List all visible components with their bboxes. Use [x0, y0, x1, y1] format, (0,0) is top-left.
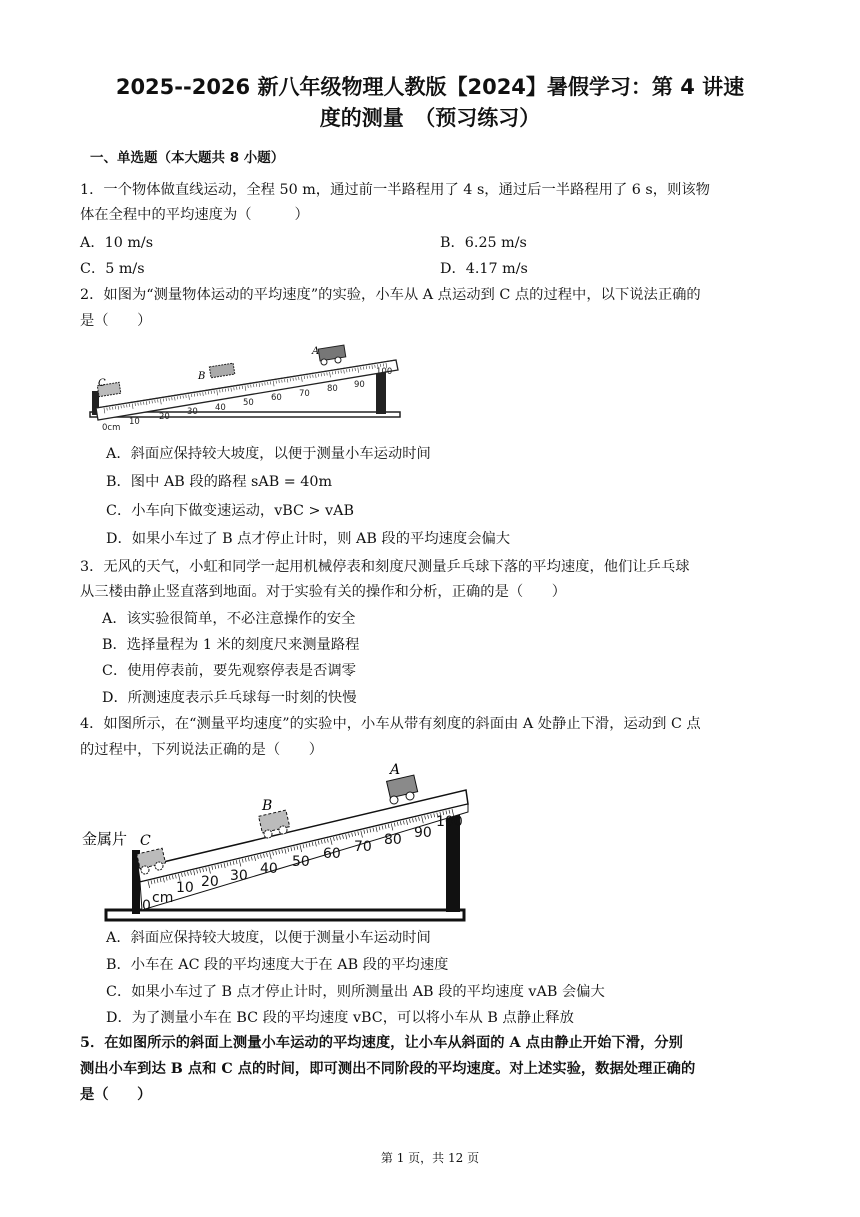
q2-tick-label-10: 10	[129, 417, 140, 427]
title-line-1: 2025--2026 新八年级物理人教版【2024】暑假学习：第 4 讲速	[115, 75, 745, 99]
title-line-2: 度的测量 （预习练习）	[319, 106, 541, 130]
q4-option-b: B．小车在 AC 段的平均速度大于在 AB 段的平均速度	[106, 957, 449, 973]
q4-tick-label-0: 0	[142, 898, 151, 914]
q4-label-a: A	[390, 762, 401, 778]
q1-stem-line-1: 1．一个物体做直线运动，全程 50 m，通过前一半路程用了 4 s，通过后一半路程用了 6 s，则该物	[80, 182, 710, 198]
q2-label-a: A	[312, 346, 320, 357]
q5-stem-line-1: 5．在如图所示的斜面上测量小车运动的平均速度，让小车从斜面的 A 点由静止开始下滑，分别	[80, 1035, 683, 1051]
q1-option-b: B．6.25 m/s	[440, 235, 527, 251]
q1-stem-line-2: 体在全程中的平均速度为（ ）	[80, 207, 309, 223]
q4-tick-unit: cm	[152, 890, 174, 906]
q2-incline-figure	[86, 336, 406, 436]
section-heading: 一、单选题（本大题共 8 小题）	[90, 150, 285, 166]
q2-tick-label-70: 70	[299, 389, 310, 399]
q3-stem-line-1: 3．无风的天气，小虹和同学一起用机械停表和刻度尺测量乒乓球下落的平均速度，他们让乒乓球	[80, 559, 690, 575]
q2-tick-label-30: 30	[187, 407, 198, 417]
q4-tick-label-10: 10	[176, 880, 194, 896]
q3-option-d: D．所测速度表示乒乓球每一时刻的快慢	[102, 690, 357, 706]
q3-option-c: C．使用停表前，要先观察停表是否调零	[102, 663, 356, 679]
q4-tick-label-40: 40	[260, 861, 278, 877]
q2-label-c: C	[98, 378, 106, 389]
q2-option-a: A．斜面应保持较大坡度，以便于测量小车运动时间	[106, 446, 431, 462]
q2-tick-label-50: 50	[243, 398, 254, 408]
q4-option-d: D．为了测量小车在 BC 段的平均速度 vBC，可以将小车从 B 点静止释放	[106, 1010, 574, 1026]
q2-tick-label-80: 80	[327, 384, 338, 394]
q2-tick-label-60: 60	[271, 393, 282, 403]
q2-stem-line-1: 2．如图为“测量物体运动的平均速度”的实验，小车从 A 点运动到 C 点的过程中，以下说法正确的	[80, 287, 701, 303]
q2-option-d: D．如果小车过了 B 点才停止计时，则 AB 段的平均速度会偏大	[106, 531, 511, 547]
q4-label-c: C	[140, 833, 151, 849]
q5-stem-line-2: 测出小车到达 B 点和 C 点的时间，即可测出不同阶段的平均速度。对上述实验，数据处理正确的	[80, 1061, 696, 1077]
q2-tick-label-90: 90	[354, 380, 365, 390]
q1-option-a: A．10 m/s	[80, 235, 154, 251]
q4-tick-label-60: 60	[323, 846, 341, 862]
q2-option-c: C．小车向下做变速运动，vBC > vAB	[106, 503, 354, 519]
q4-tick-label-90: 90	[414, 825, 432, 841]
q3-option-a: A．该实验很简单，不必注意操作的安全	[102, 611, 356, 627]
q4-tick-label-80: 80	[384, 832, 402, 848]
q3-option-b: B．选择量程为 1 米的刻度尺来测量路程	[102, 637, 360, 653]
q2-car-a	[318, 345, 346, 365]
q4-metal-label: 金属片	[82, 830, 128, 848]
q2-label-b: B	[198, 371, 206, 382]
q2-car-b	[209, 363, 234, 378]
q4-tick-label-70: 70	[354, 839, 372, 855]
q2-tick-label-0: 0cm	[102, 423, 121, 433]
q4-option-a: A．斜面应保持较大坡度，以便于测量小车运动时间	[106, 930, 431, 946]
q2-tick-label-20: 20	[159, 412, 170, 422]
q5-stem-line-3: 是（ ）	[80, 1087, 152, 1103]
q2-stem-line-2: 是（ ）	[80, 313, 152, 329]
q4-option-c: C．如果小车过了 B 点才停止计时，则所测量出 AB 段的平均速度 vAB 会偏大	[106, 984, 605, 1000]
q2-tick-label-40: 40	[215, 403, 226, 413]
q4-incline-figure	[80, 758, 480, 926]
q4-label-b: B	[262, 798, 273, 814]
q4-tick-label-100: 100	[436, 814, 463, 830]
q4-tick-label-50: 50	[292, 854, 310, 870]
q4-tick-label-20: 20	[201, 874, 219, 890]
q3-stem-line-2: 从三楼由静止竖直落到地面。对于实验有关的操作和分析，正确的是（ ）	[80, 584, 567, 600]
q4-car-a	[387, 775, 418, 804]
q1-option-d: D．4.17 m/s	[440, 261, 528, 277]
q4-stem-line-1: 4．如图所示，在“测量平均速度”的实验中，小车从带有刻度的斜面由 A 处静止下滑，运动到 C 点	[80, 716, 701, 732]
q4-stem-line-2: 的过程中，下列说法正确的是（ ）	[80, 742, 324, 758]
q1-option-c: C．5 m/s	[80, 261, 145, 277]
q2-tick-label-100: 100	[376, 367, 393, 377]
q2-option-b: B．图中 AB 段的路程 sAB = 40m	[106, 474, 333, 490]
q4-tick-label-30: 30	[230, 868, 248, 884]
page-footer: 第 1 页，共 12 页	[380, 1151, 480, 1165]
q4-car-b	[259, 810, 290, 838]
document-title	[60, 72, 800, 134]
